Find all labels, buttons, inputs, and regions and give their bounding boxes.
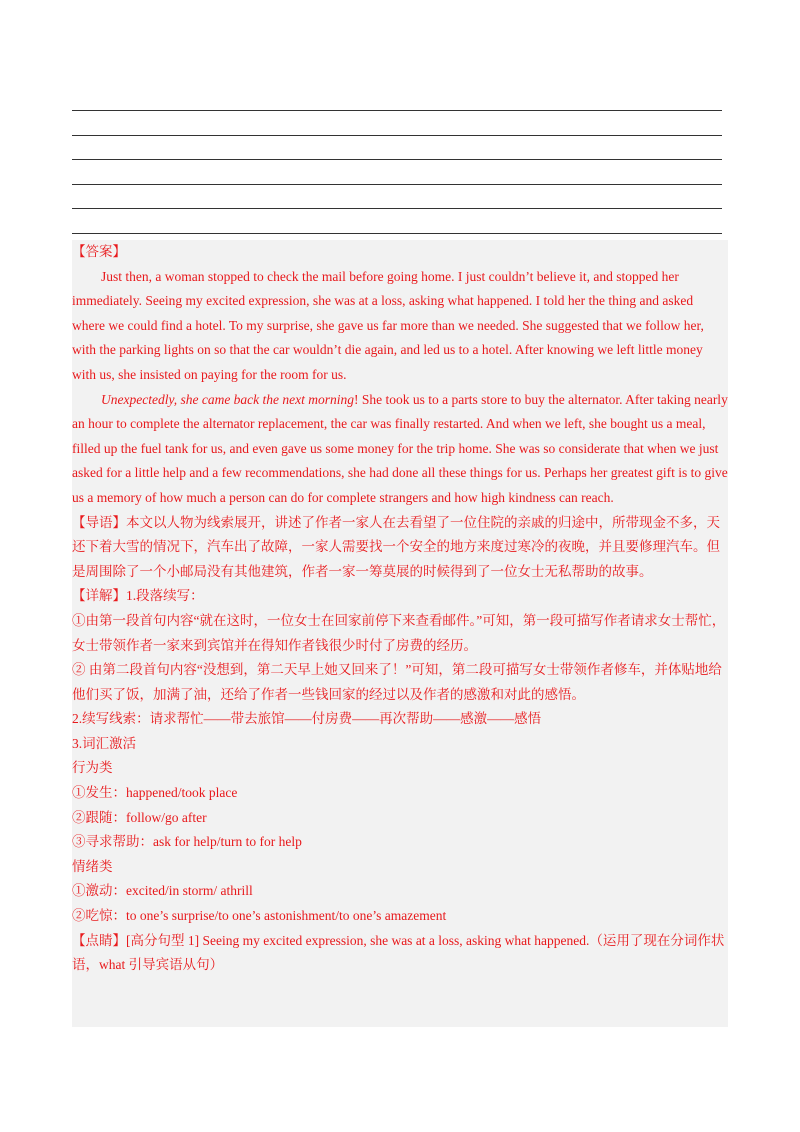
writing-line [72, 233, 722, 234]
detail-tag: 【详解】 [72, 588, 126, 604]
point-text: [高分句型 1] Seeing my excited expression, she was at a loss, asking what happened.（运用了现在分词作状语，what 引导宾语从句） [72, 932, 725, 973]
guide-tag: 【导语】 [72, 514, 126, 530]
detail-2: 2.续写线索：请求帮忙——带去旅馆——付房费——再次帮助——感激——感悟 [72, 711, 542, 727]
point-tag: 【点睛】 [72, 932, 126, 948]
answer-heading [72, 240, 728, 265]
writing-line [72, 110, 722, 111]
paragraph-2-body: ! She took us to a parts store to buy the alternator. After taking nearly an hour to complete the alternator replacement, the car was finally restarted. And when we left, she bought us a meal, filled up the fuel tank for us, and even gave us some money for the trip home. She was so considerate that when we just asked for a little help and a few recommendations, she had done all these things for us. Perhaps her greatest gift is to give us a memory of how much a person can do for complete strangers and how high kindness can reach. [72, 391, 728, 505]
point-section [72, 929, 728, 978]
vocab-key: ②吃惊： [72, 908, 126, 924]
answer-paragraph-2 [72, 388, 728, 511]
vocab-value: to one’s surprise/to one’s astonishment/to one’s amazement [126, 908, 447, 924]
answer-section [72, 240, 728, 978]
detail-1-title: 1.段落续写： [126, 588, 204, 604]
guide-section [72, 511, 728, 585]
writing-line [72, 159, 722, 160]
vocab-value: follow/go after [126, 809, 207, 825]
writing-line [72, 135, 722, 136]
paragraph-2-opening: Unexpectedly, she came back the next morning [101, 391, 355, 407]
writing-line [72, 208, 722, 209]
vocab-key: ②跟随： [72, 809, 126, 825]
vocab-key: ①激动： [72, 883, 126, 899]
vocab-value: happened/took place [126, 785, 238, 801]
answer-tag: 【答案】 [72, 244, 126, 259]
vocab-value: excited/in storm/ athrill [126, 883, 253, 899]
detail-3: 3.词汇激活 [72, 735, 137, 751]
vocab-item [72, 879, 728, 904]
vocab-value: ask for help/turn to for help [153, 834, 302, 850]
vocab-item [72, 904, 728, 929]
vocab-key: ①发生： [72, 785, 126, 801]
vocab-item [72, 830, 728, 855]
writing-line [72, 184, 722, 185]
guide-text: 本文以人物为线索展开，讲述了作者一家人在去看望了一位住院的亲戚的归途中，所带现金不多，天还下着大雪的情况下，汽车出了故障，一家人需要找一个安全的地方来度过寒冷的夜晚，并且要修理汽车。但是周围除了一个小邮局没有其他建筑，作者一家一筹莫展的时候得到了一位女士无私帮助的故事。 [72, 514, 720, 579]
answer-paragraph-1: Just then, a woman stopped to check the mail before going home. I just couldn’t believe it, and stopped her immediately. Seeing my excited expression, she was at a loss, asking what happened. I told her the thing and asked where we could find a hotel. To my surprise, she gave us far more than we needed. She suggested that we follow her, with the parking lights on so that the car wouldn’t die again, and led us to a hotel. After knowing we left little money with us, she insisted on paying for the room for us. [72, 268, 704, 382]
vocab-item [72, 781, 728, 806]
detail-1-a: ①由第一段首句内容“就在这时，一位女士在回家前停下来查看邮件。”可知，第一段可描写作者请求女士帮忙，女士带领作者一家来到宾馆并在得知作者钱很少时付了房费的经历。 [72, 612, 726, 653]
category-action: 行为类 [72, 760, 113, 776]
category-emotion: 情绪类 [72, 858, 113, 874]
vocab-key: ③寻求帮助： [72, 834, 153, 850]
detail-heading [72, 584, 728, 609]
vocab-item [72, 806, 728, 831]
detail-1-b: ② 由第二段首句内容“没想到，第二天早上她又回来了！”可知，第二段可描写女士带领作者修车，并体贴地给他们买了饭，加满了油，还给了作者一些钱回家的经过以及作者的感激和对此的感悟。 [72, 662, 722, 702]
